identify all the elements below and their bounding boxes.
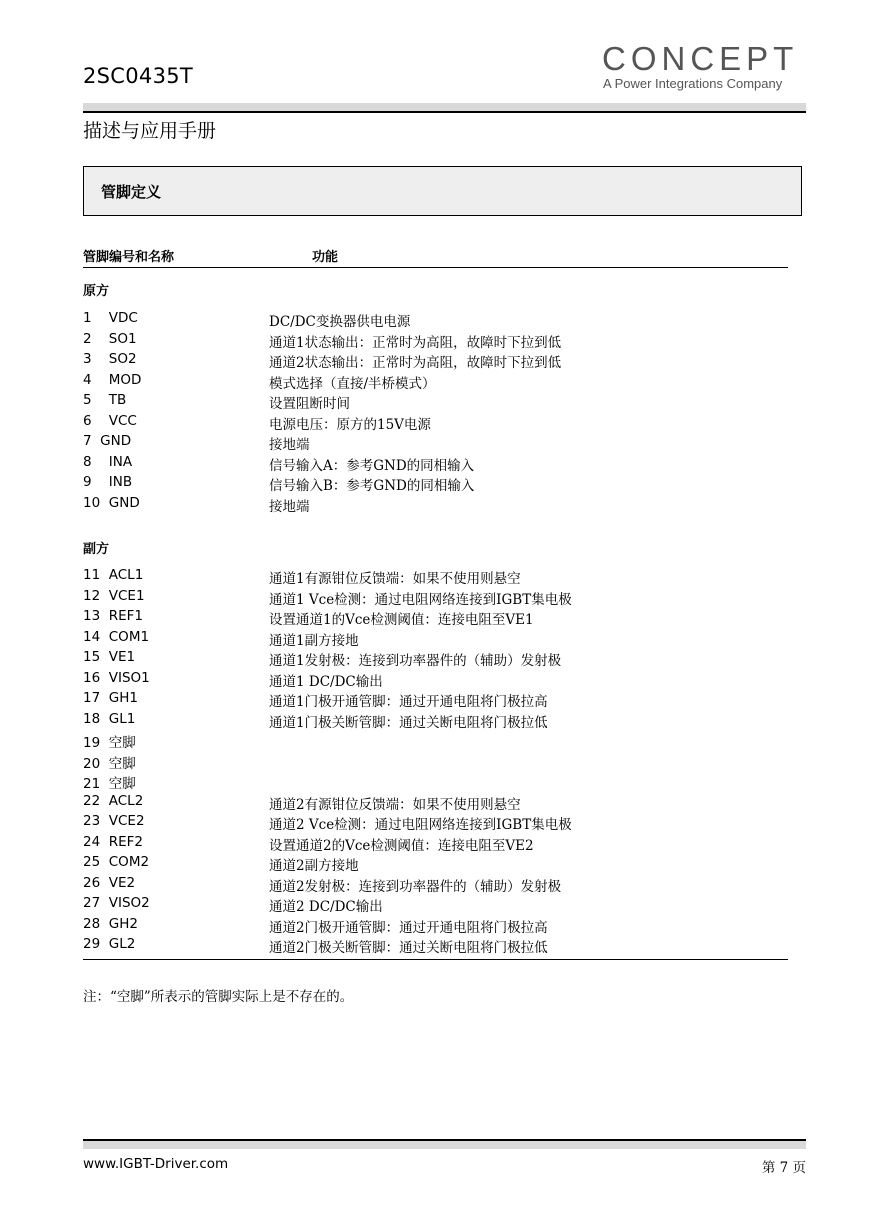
pin-number-name: 1 VDC	[83, 310, 138, 326]
pin-row	[83, 454, 788, 474]
pin-row	[83, 854, 788, 874]
pin-number-name: 23 VCE2	[83, 813, 145, 829]
pin-number-name: 6 VCC	[83, 412, 137, 429]
pin-row	[83, 772, 788, 792]
pin-number-name: 11 ACL1	[83, 567, 144, 583]
pin-function: 设置通道2的Vce检测阈值：连接电阻至VE2	[269, 837, 534, 854]
header-grey-rule	[83, 103, 806, 111]
section-title: 管脚定义	[101, 183, 162, 201]
pin-row	[83, 875, 788, 895]
pin-number-name: 10 GND	[83, 494, 140, 511]
pin-function: 通道2 Vce检测：通过电阻网络连接到IGBT集电极	[269, 817, 572, 833]
pin-number-name: 12 VCE1	[83, 587, 145, 604]
pin-number-name: 22 ACL2	[83, 792, 144, 809]
pin-row	[83, 649, 788, 669]
pin-number-name: 21 空脚	[83, 776, 136, 792]
pin-row	[83, 670, 788, 690]
pin-function: 通道2有源钳位反馈端：如果不使用则悬空	[269, 796, 521, 813]
pin-number-name: 19 空脚	[83, 735, 136, 751]
pin-row	[83, 711, 788, 731]
pin-function: 通道1 DC/DC输出	[269, 673, 383, 690]
pin-number-name: 25 COM2	[83, 854, 150, 870]
group-title-primary: 原方	[83, 284, 110, 299]
section-box	[83, 166, 802, 216]
pin-function: 通道2状态输出：正常时为高阻，故障时下拉到低	[269, 355, 562, 371]
concept-logo	[602, 40, 806, 94]
pin-number-name: 29 GL2	[83, 936, 136, 952]
pin-number-name: 15 VE1	[83, 649, 136, 665]
table-head-rule	[83, 267, 788, 268]
pin-function: DC/DC变换器供电电源	[269, 314, 411, 330]
pin-number-name: 5 TB	[83, 392, 127, 408]
pin-function: 接地端	[269, 437, 310, 453]
pin-function: 设置通道1的Vce检测阈值：连接电阻至VE1	[269, 612, 534, 628]
pin-row	[83, 392, 788, 412]
pin-row	[83, 433, 788, 453]
pin-row	[83, 495, 788, 515]
table-bottom-rule	[83, 959, 788, 960]
logo-wordmark: CONCEPT	[602, 40, 799, 77]
footer-url: www.IGBT-Driver.com	[83, 1156, 229, 1172]
pin-function: 通道1 Vce检测：通过电阻网络连接到IGBT集电极	[269, 591, 572, 608]
footnote: 注：“空脚”所表示的管脚实际上是不存在的。	[83, 989, 354, 1005]
pin-number-name: 13 REF1	[83, 608, 144, 624]
pin-number-name: 8 INA	[83, 453, 133, 470]
pin-row	[83, 936, 788, 956]
pin-function: 通道1有源钳位反馈端：如果不使用则悬空	[269, 571, 521, 587]
pin-row	[83, 793, 788, 813]
pin-function: 通道2 DC/DC输出	[269, 899, 383, 915]
header-black-rule	[83, 111, 806, 113]
pin-row	[83, 731, 788, 751]
pin-function: 通道1副方接地	[269, 632, 359, 649]
pin-number-name: 2 SO1	[83, 330, 137, 347]
pin-row	[83, 813, 788, 833]
pin-row	[83, 608, 788, 628]
pin-number-name: 28 GH2	[83, 915, 138, 932]
pin-number-name: 24 REF2	[83, 833, 144, 850]
column-head-pin: 管脚编号和名称	[83, 250, 175, 265]
pin-row	[83, 690, 788, 710]
pin-function: 通道1发射极：连接到功率器件的（辅助）发射极	[269, 653, 562, 669]
pin-function: 模式选择（直接/半桥模式）	[269, 375, 436, 392]
pin-row	[83, 752, 788, 772]
pin-function: 设置阻断时间	[269, 396, 350, 412]
pin-row	[83, 588, 788, 608]
pin-function: 通道2副方接地	[269, 858, 359, 874]
pin-function: 电源电压：原方的15V电源	[269, 416, 431, 433]
pin-row	[83, 895, 788, 915]
pin-row	[83, 351, 788, 371]
pin-function: 接地端	[269, 498, 310, 515]
pin-row	[83, 310, 788, 330]
pin-number-name: 14 COM1	[83, 628, 150, 645]
pin-row	[83, 413, 788, 433]
pin-function: 通道1状态输出：正常时为高阻，故障时下拉到低	[269, 334, 562, 351]
pin-function: 通道2门极开通管脚：通过开通电阻将门极拉高	[269, 919, 548, 936]
column-head-function: 功能	[312, 250, 339, 265]
pin-number-name: 4 MOD	[83, 371, 142, 388]
pin-row	[83, 331, 788, 351]
doc-code: 2SC0435T	[83, 64, 194, 88]
pin-function: 信号输入B：参考GND的同相输入	[269, 478, 475, 494]
pin-row	[83, 474, 788, 494]
pin-row	[83, 567, 788, 587]
footer-page-number: 第 7 页	[761, 1160, 806, 1176]
pin-number-name: 26 VE2	[83, 874, 136, 891]
pin-number-name: 16 VISO1	[83, 669, 150, 686]
pin-row	[83, 834, 788, 854]
pin-function: 信号输入A：参考GND的同相输入	[269, 457, 475, 474]
group-title-secondary: 副方	[83, 542, 110, 557]
pin-function: 通道1门极开通管脚：通过开通电阻将门极拉高	[269, 694, 548, 710]
pin-number-name: 18 GL1	[83, 710, 136, 727]
pin-row	[83, 629, 788, 649]
pin-function: 通道2门极关断管脚：通过关断电阻将门极拉低	[269, 940, 548, 956]
footer-grey-rule	[83, 1141, 806, 1149]
pin-function: 通道1门极关断管脚：通过关断电阻将门极拉低	[269, 714, 548, 731]
pin-number-name: 9 INB	[83, 474, 133, 490]
pin-number-name: 27 VISO2	[83, 895, 150, 911]
pin-number-name: 17 GH1	[83, 690, 138, 706]
pin-number-name: 7 GND	[83, 433, 132, 449]
pin-function: 通道2发射极：连接到功率器件的（辅助）发射极	[269, 878, 562, 895]
pin-row	[83, 916, 788, 936]
pin-number-name: 20 空脚	[83, 755, 136, 772]
logo-tagline: A Power Integrations Company	[603, 76, 783, 91]
doc-subtitle: 描述与应用手册	[83, 120, 217, 142]
pin-number-name: 3 SO2	[83, 351, 137, 367]
pin-row	[83, 372, 788, 392]
